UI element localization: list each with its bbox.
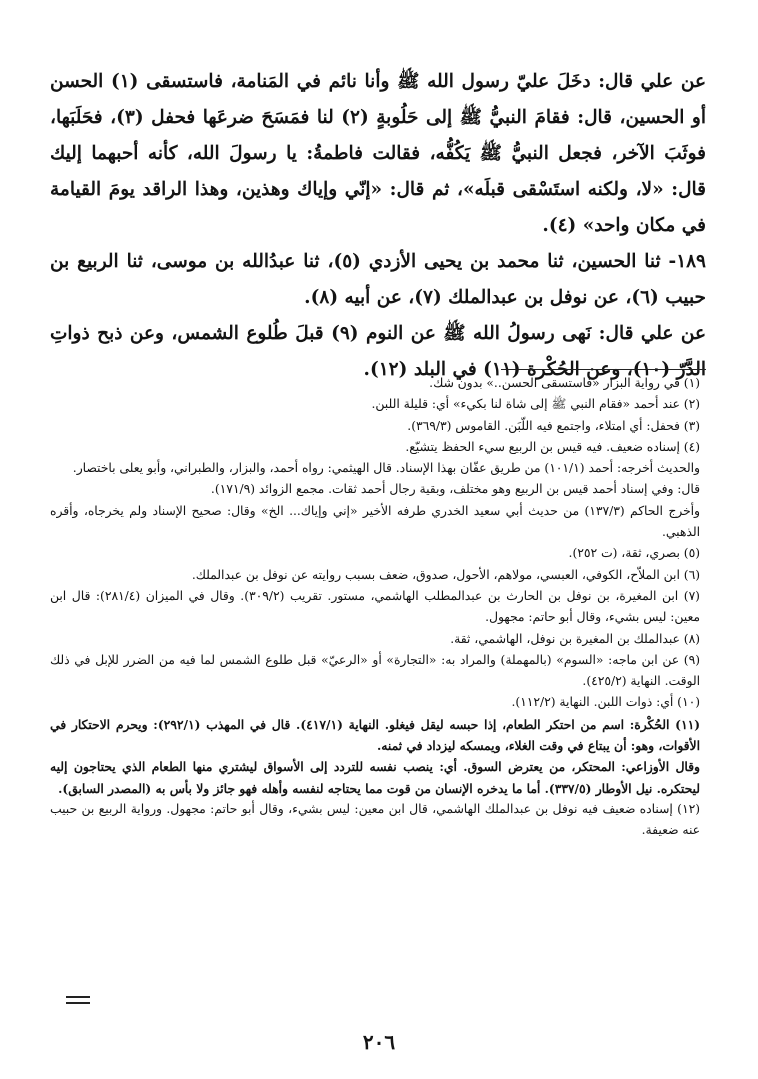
- footer-mark: [66, 996, 90, 1008]
- footnote: (١) في رواية البزار «فاستسقى الحسن..» بدون شك.: [429, 376, 700, 390]
- footnote: (١١) الحُكْرة: اسم من احتكر الطعام، إذا حبسه ليقل فيغلو. النهاية (٤١٧/١). قال في المهذب (٢٩٢/١): ويحرم الاحتكار في الأقوات، وهو: أن يبتاع في وقت الغلاء، ويمسكه ليزداد في ثمنه.: [50, 716, 701, 754]
- hadith-paragraph: عن علي قال: دخَلَ عليّ رسول الله ﷺ وأنا نائم في المَنامة، فاستسقى (١) الحسن أو الحسين، قال: فقامَ النبيُّ ﷺ إلى حَلُوبةٍ (٢) لنا فمَسَحَ ضرعَها فحفل (٣)، فحَلَبَها، فوثَبَ الآخر، فجعل النبيُّ ﷺ يَكُفُّه، فقالت فاطمةُ: يا رسولَ الله، كأنه أحبهما إليك قال: «لا، ولكنه استَسْقى قبلَه»، ثم قال: «إنّي وإياك وهذين، وهذا الراقد يومَ القيامة في مكان واحد» (٤).: [50, 71, 706, 236]
- footnotes: [50, 373, 700, 842]
- footnote: (٥) بصري، ثقة، (ت ٢٥٢).: [568, 546, 700, 561]
- hadith-paragraph: عن علي قال: نَهى رسولُ الله ﷺ عن النوم (٩) قبلَ طُلوع الشمس، وعن ذبح ذواتِ الدَّرّ (١٠)، وعن الحُكْرة (١١) في البلد (١٢).: [50, 323, 706, 380]
- footnote: قال: وفي إسناد أحمد قيس بن الربيع وهو مختلف، وبقية رجال أحمد ثقات. مجمع الزوائد (١٧١/٩).: [210, 482, 700, 497]
- footnote: (٧) ابن المغيرة، بن نوفل بن الحارث بن عبدالمطلب الهاشمي، مستور. تقريب (٣٠٩/٢). وقال في الميزان (٢٨١/٤): قال ابن معين: ليس بشيء، وقال أبو حاتم: مجهول.: [50, 588, 700, 625]
- isnad-paragraph: ١٨٩- ثنا الحسين، ثنا محمد بن يحيى الأزدي (٥)، ثنا عبدُالله بن موسى، ثنا الربيع بن حبيب (٦)، عن نوفل بن عبدالملك (٧)، عن أبيه (٨).: [50, 251, 706, 308]
- footnote: (٤) إسناده ضعيف. فيه قيس بن الربيع سيء الحفظ يتشيّع.: [405, 439, 700, 454]
- page-number: ٢٠٦: [362, 1030, 396, 1054]
- footnote: وأخرج الحاكم (١٣٧/٣) من حديث أبي سعيد الخدري طرفه الأخير «إني وإياك... الخ» وقال: صحيح الإسناد ولم يخرجاه، وأقره الذهبي.: [50, 503, 700, 540]
- main-text: [50, 64, 706, 388]
- footnote: (١٠) أي: ذوات اللبن. النهاية (١١٢/٢).: [511, 695, 700, 710]
- footnote: والحديث أخرجه: أحمد (١٠١/١) من طريق عفّان بهذا الإسناد. قال الهيثمي: رواه أحمد، والبزار، والطبراني، وأبو يعلى باختصار.: [72, 461, 700, 476]
- footnote: (٣) فحفل: أي امتلاء، واجتمع فيه اللّبَن. القاموس (٣٦٩/٣).: [407, 418, 700, 433]
- footnote-divider: [501, 369, 706, 370]
- footnote: (٦) ابن الملاّح، الكوفي، العبسي، مولاهم، الأحول، صدوق، ضعف بسبب روايته عن نوفل بن عبدالملك.: [191, 567, 700, 582]
- footnote: (٢) عند أحمد «فقام النبي ﷺ إلى شاة لنا بكيء» أي: قليلة اللبن.: [371, 397, 700, 412]
- footnote: (١٢) إسناده ضعيف فيه نوفل بن عبدالملك الهاشمي، قال ابن معين: ليس بشيء، وقال أبو حاتم: مجهول. ورواية الربيع بن حبيب عنه ضعيفة.: [50, 801, 700, 838]
- footnote: (٩) عن ابن ماجه: «السوم» (بالمهملة) والمراد به: «التجارة» أو «الرعيّ» قبل طلوع الشمس لما فيه من الضرر للإبل في ذلك الوقت. النهاية (٤٢٥/٢).: [50, 652, 700, 689]
- footnote: (٨) عبدالملك بن المغيرة بن نوفل، الهاشمي، ثقة.: [450, 631, 700, 646]
- footnote: وقال الأوزاعي: المحتكر، من يعترض السوق. أي: ينصب نفسه للتردد إلى الأسواق ليشتري منها الطعام الذي يحتاجون إليه ليحتكره. نيل الأوطار (٣٣٧/٥). أما ما يدخره الإنسان من قوت مما يحتاجه لنفسه وأهله فهو جائز ولا بأس به (المصدر السابق).: [50, 759, 700, 796]
